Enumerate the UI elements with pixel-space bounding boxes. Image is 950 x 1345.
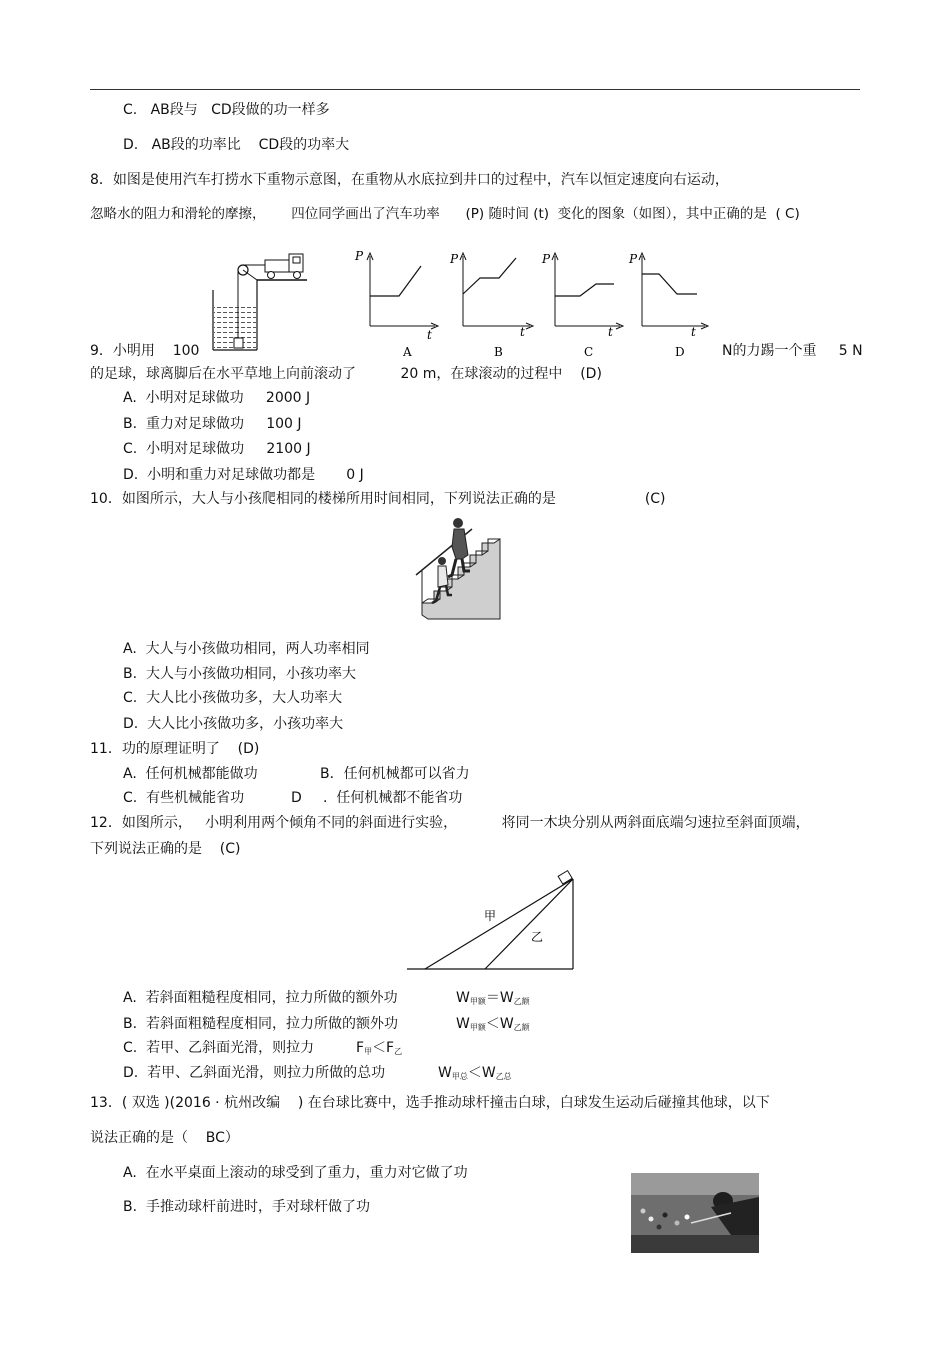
q9-stem-line2: 的足球，球离脚后在水平草地上向前滚动了 20 m，在球滚动的过程中 (D): [90, 366, 602, 382]
q13-billiards-photo: [631, 1173, 759, 1253]
q11-stem: 11．功的原理证明了 (D): [90, 741, 260, 757]
q10-option-b: B. 大人与小孩做功相同，小孩功率大: [123, 666, 356, 682]
q10-option-d: D. 大人比小孩做功多，小孩功率大: [123, 716, 344, 732]
q7-option-c: C. AB段与 CD段做的功一样多: [123, 102, 330, 118]
q10-option-a: A. 大人与小孩做功相同，两人功率相同: [123, 641, 370, 657]
header-rule: [90, 89, 860, 90]
q12-option-a-expr: $W_{甲额}=W_{乙额}$: [456, 990, 530, 1006]
q7-option-d: D. AB段的功率比 CD段的功率大: [123, 137, 350, 153]
q8-graph-c-label: C: [584, 345, 594, 359]
q12-label-jia: 甲: [484, 909, 497, 923]
q13-option-a: A. 在水平桌面上滚动的球受到了重力，重力对它做了功: [123, 1165, 468, 1181]
q11-option-d: . 任何机械都不能省功: [323, 790, 463, 806]
q12-stem-line1: 12．如图所示， 小明利用两个倾角不同的斜面进行实验， 将同一木块分别从两斜面底端匀速拉至斜面顶端，: [90, 815, 810, 831]
q12-option-d: D. 若甲、乙斜面光滑，则拉力所做的总功: [123, 1065, 386, 1081]
q9-option-b: B. 重力对足球做功 100 J: [123, 416, 302, 432]
q12-option-a: A. 若斜面粗糙程度相同，拉力所做的额外功: [123, 990, 398, 1006]
q11-option-b: B．任何机械都可以省力: [320, 766, 470, 782]
q11-option-a: A. 任何机械都能做功: [123, 766, 258, 782]
q9-stem-line1-start: 9．小明用 100: [90, 343, 200, 359]
q8-graph-b-axis-t: t: [520, 325, 525, 339]
q8-graph-d-label: D: [675, 345, 685, 359]
q8-well-truck-diagram: [205, 250, 315, 355]
q12-option-b-expr: $W_{甲额}<W_{乙额}$: [456, 1016, 530, 1032]
q9-option-a: A. 小明对足球做功 2000 J: [123, 390, 311, 406]
q13-option-b: B. 手推动球杆前进时，手对球杆做了功: [123, 1199, 370, 1215]
q8-graph-a-label: A: [403, 345, 412, 359]
q8-graph-c: [540, 248, 630, 363]
q8-graph-a: [355, 248, 445, 363]
q8-graph-d: [625, 248, 715, 363]
q8-graph-a-axis-t: t: [427, 328, 432, 342]
q8-stem-line2: 忽略水的阻力和滑轮的摩擦， 四位同学画出了汽车功率 (P) 随时间 (t) 变化的图象（如图），其中正确的是 ( C): [90, 206, 800, 222]
q8-graph-b-label: B: [494, 345, 503, 359]
q8-stem-line1: 8．如图是使用汽车打捞水下重物示意图，在重物从水底拉到井口的过程中，汽车以恒定速度向右运动，: [90, 172, 729, 188]
q11-option-c: C. 有些机械能省功: [123, 790, 245, 806]
q8-graph-b: [450, 248, 540, 363]
q13-stem-line1: 13．( 双选 )(2016 · 杭州改编 ) 在台球比赛中，选手推动球杆撞击白球，白球发生运动后碰撞其他球，以下: [90, 1095, 770, 1111]
q12-stem-line2: 下列说法正确的是 (C): [90, 841, 241, 857]
q8-graph-c-axis-p: P: [542, 252, 551, 266]
q11-option-d-mark: D: [291, 790, 302, 806]
q12-option-c-expr: $F_甲<F_乙$: [356, 1040, 403, 1056]
q13-stem-line2: 说法正确的是（ BC）: [90, 1130, 239, 1146]
q8-graph-d-axis-p: P: [629, 252, 638, 266]
q8-graph-c-axis-t: t: [608, 325, 613, 339]
q10-option-c: C. 大人比小孩做功多，大人功率大: [123, 690, 343, 706]
q8-graph-a-axis-p: P: [355, 249, 364, 263]
q12-option-c: C. 若甲、乙斜面光滑，则拉力: [123, 1040, 315, 1056]
q12-label-yi: 乙: [531, 930, 544, 944]
q9-option-d: D. 小明和重力对足球做功都是 0 J: [123, 467, 364, 483]
q10-stem: 10．如图所示，大人与小孩爬相同的楼梯所用时间相同，下列说法正确的是 (C): [90, 491, 666, 507]
q8-graph-d-axis-t: t: [691, 325, 696, 339]
q9-stem-line1-end: N的力踢一个重 5 N: [722, 343, 863, 359]
q12-option-b: B. 若斜面粗糙程度相同，拉力所做的额外功: [123, 1016, 398, 1032]
q12-option-d-expr: $W_{甲总}<W_{乙总}$: [438, 1065, 512, 1081]
q10-stairs-figure: [412, 515, 504, 621]
q8-graph-b-axis-p: P: [450, 252, 459, 266]
q12-incline-figure: [405, 870, 585, 970]
q9-option-c: C. 小明对足球做功 2100 J: [123, 441, 311, 457]
